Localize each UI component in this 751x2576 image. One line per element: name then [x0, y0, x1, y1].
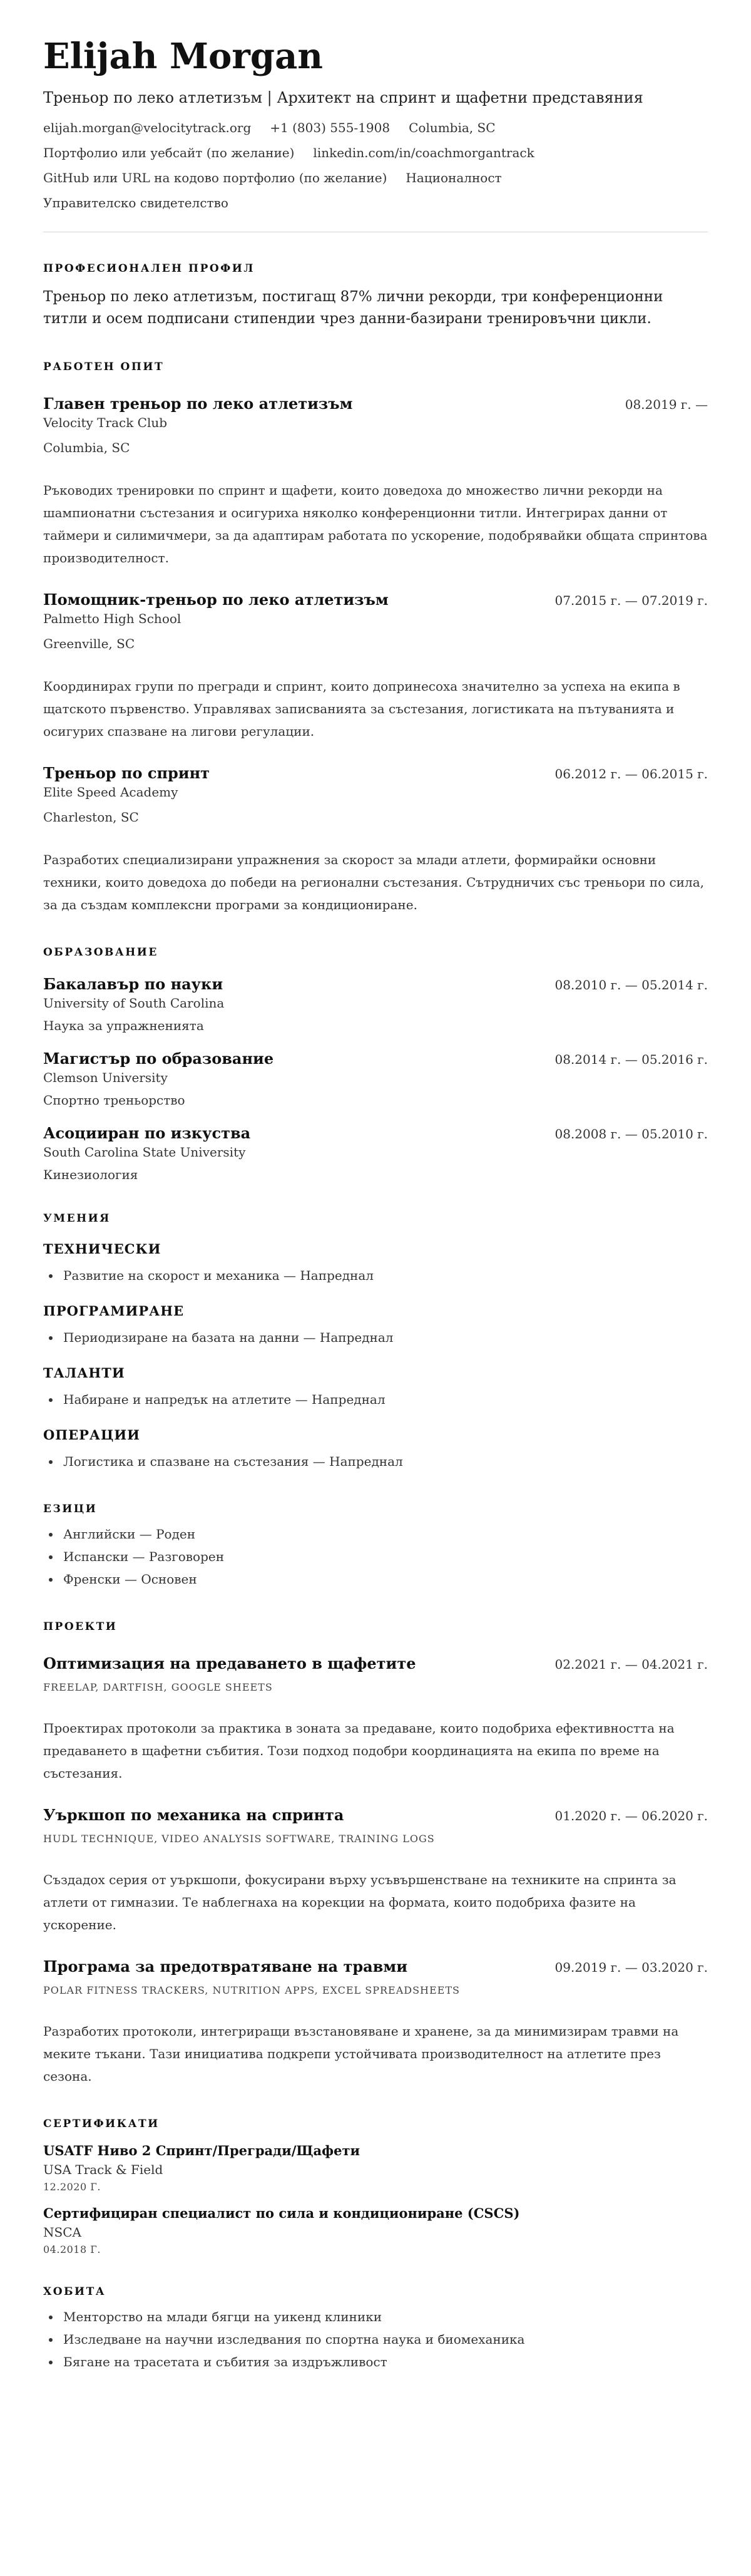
email-link[interactable]: elijah.morgan@velocitytrack.org	[43, 120, 252, 135]
section-title-certificates: СЕРТИФИКАТИ	[43, 2117, 160, 2130]
education-dates: 08.2010 г. — 05.2014 г.	[554, 977, 708, 992]
job-description: Координирах групи по прегради и спринт, които допринесоха значително за успеха на екипа в щатското първенство. Управлявах записванията за състезания, логистиката на пътуванията и осигурих спазване на лигови регулации.	[43, 678, 680, 739]
profile-summary: Треньор по леко атлетизъм, постигащ 87% лични рекорди, три конференционни титли и осем подписани стипендии чрез данни-базирани тренировъчни цикли.	[43, 288, 663, 327]
candidate-name: Elijah Morgan	[43, 36, 323, 77]
skill-group-title: ТЕХНИЧЕСКИ	[43, 1240, 161, 1257]
job-description: Разработих специализирани упражнения за скорост за млади атлети, формирайки основни техники, които доведоха до победи на регионални състезания. Сътрудничих със треньори по сила, за да създам комплексни програми за кондициониране.	[43, 852, 704, 912]
education-section	[43, 946, 708, 1182]
project-description: Проектирах протоколи за практика в зоната за предаване, които подобриха ефективността на предаването в щафетни събития. Този подход подобри координацията на екипа по време на състезания.	[43, 1720, 675, 1781]
section-title-education: ОБРАЗОВАНИЕ	[43, 945, 158, 959]
headline: Треньор по леко атлетизъм | Архитект на спринт и щафетни представяния	[43, 88, 643, 106]
nationality-text: Националност	[406, 170, 502, 185]
job-dates: 08.2019 г. —	[625, 396, 708, 412]
skill-item: • Логистика и спазване на състезания — Напреднал	[61, 1450, 708, 1473]
project-entry	[43, 1957, 708, 2088]
contact-row-3	[43, 170, 708, 185]
degree: Магистър по образование	[43, 1049, 274, 1068]
skill-group-title: ПРОГРАМИРАНЕ	[43, 1302, 185, 1319]
certificate-name: USATF Ниво 2 Спринт/Прегради/Щафети	[43, 2142, 360, 2158]
job-title: Треньор по спринт	[43, 763, 210, 782]
certificate-date: 12.2020 Г.	[43, 2180, 101, 2193]
project-tech: POLAR FITNESS TRACKERS, NUTRITION APPS, EXCEL SPREADSHEETS	[43, 1984, 460, 1996]
skill-list	[43, 1264, 708, 1287]
languages-section	[43, 1503, 708, 1590]
project-entry	[43, 1654, 708, 1785]
certificate-name: Сертифициран специалист по сила и кондициониране (CSCS)	[43, 2205, 520, 2221]
contact-row-1	[43, 120, 708, 135]
job-location: Greenville, SC	[43, 636, 135, 651]
project-description: Разработих протоколи, интегриращи възстановяване и хранене, за да минимизирам травми на меките тъкани. Тази инициатива подкрепи устойчивата производителност на атлетите през сезона.	[43, 2023, 679, 2084]
language-item: • Испански — Разговорен	[61, 1545, 708, 1568]
education-entry	[43, 1124, 708, 1182]
project-title: Оптимизация на предаването в щафетите	[43, 1654, 416, 1672]
hobby-item: • Менторство на млади бягци на уикенд клиники	[61, 2306, 708, 2328]
section-title-projects: ПРОЕКТИ	[43, 1620, 118, 1633]
employer: Velocity Track Club	[43, 415, 168, 430]
project-entry	[43, 1806, 708, 1936]
hobbies-section	[43, 2285, 708, 2373]
job-location: Columbia, SC	[43, 440, 130, 455]
degree: Бакалавър по науки	[43, 974, 223, 993]
job-dates: 07.2015 г. — 07.2019 г.	[554, 592, 708, 608]
profile-section	[43, 262, 708, 331]
project-tech: HUDL TECHNIQUE, VIDEO ANALYSIS SOFTWARE, TRAINING LOGS	[43, 1832, 435, 1845]
field-of-study: Спортно треньорство	[43, 1092, 185, 1108]
projects-section	[43, 1620, 708, 2088]
employer: Palmetto High School	[43, 611, 181, 626]
project-tech: FREELAP, DARTFISH, GOOGLE SHEETS	[43, 1681, 273, 1693]
section-title-profile: ПРОФЕСИОНАЛЕН ПРОФИЛ	[43, 262, 255, 275]
education-entry	[43, 975, 708, 1033]
certificate-issuer: USA Track & Field	[43, 2161, 163, 2177]
experience-section	[43, 361, 708, 916]
project-title: Програма за предотвратяване на травми	[43, 1957, 407, 1976]
school: Clemson University	[43, 1069, 168, 1085]
hobby-item: • Бягане на трасетата и събития за издръжливост	[61, 2351, 708, 2373]
skill-list	[43, 1326, 708, 1349]
skill-list	[43, 1388, 708, 1411]
job-title: Главен треньор по леко атлетизъм	[43, 394, 353, 413]
hobby-list	[43, 2306, 708, 2373]
section-title-languages: ЕЗИЦИ	[43, 1502, 98, 1515]
section-title-skills: УМЕНИЯ	[43, 1212, 111, 1225]
skill-item: • Периодизиране на базата на данни — Напреднал	[61, 1326, 708, 1349]
experience-entry	[43, 394, 708, 569]
employer: Elite Speed Academy	[43, 784, 178, 800]
language-item: • Английски — Роден	[61, 1523, 708, 1545]
section-title-experience: РАБОТЕН ОПИТ	[43, 360, 165, 373]
experience-entry	[43, 764, 708, 916]
job-location: Charleston, SC	[43, 809, 139, 825]
certificates-section	[43, 2118, 708, 2255]
certificate-date: 04.2018 Г.	[43, 2243, 101, 2255]
skill-group-title: ТАЛАНТИ	[43, 1364, 125, 1381]
job-dates: 06.2012 г. — 06.2015 г.	[554, 766, 708, 781]
language-item: • Френски — Основен	[61, 1568, 708, 1590]
hobby-item: • Изследване на научни изследвания по спортна наука и биомеханика	[61, 2328, 708, 2351]
project-title: Уъркшоп по механика на спринта	[43, 1805, 344, 1824]
certificate-entry	[43, 2205, 708, 2255]
school: University of South Carolina	[43, 995, 225, 1011]
certificate-entry	[43, 2143, 708, 2193]
location-text: Columbia, SC	[409, 120, 496, 135]
skill-list	[43, 1450, 708, 1473]
resume-header	[43, 38, 708, 210]
section-title-hobbies: ХОБИТА	[43, 2285, 106, 2298]
school: South Carolina State University	[43, 1144, 246, 1160]
phone-text: +1 (803) 555-1908	[270, 120, 391, 135]
skill-group-title: ОПЕРАЦИИ	[43, 1426, 140, 1443]
contact-row-4	[43, 195, 708, 210]
skill-item: • Развитие на скорост и механика — Напреднал	[61, 1264, 708, 1287]
portfolio-link[interactable]: Портфолио или уебсайт (по желание)	[43, 145, 295, 160]
project-dates: 01.2020 г. — 06.2020 г.	[554, 1808, 708, 1823]
degree: Асоцииран по изкуства	[43, 1123, 251, 1142]
job-description: Ръководих тренировки по спринт и щафети, които доведоха до множество лични рекорди на шампионатни състезания и осигуриха няколко конференционни титли. Интегрирах данни от таймери и силимичмери, за да адаптирам работата по ускорение, подобрявайки общата спринтова производителност.	[43, 482, 708, 565]
education-entry	[43, 1049, 708, 1108]
language-list	[43, 1523, 708, 1590]
license-text: Управителско свидетелство	[43, 195, 228, 210]
project-dates: 02.2021 г. — 04.2021 г.	[554, 1656, 708, 1672]
skills-section	[43, 1212, 708, 1473]
experience-entry	[43, 590, 708, 743]
education-dates: 08.2008 г. — 05.2010 г.	[554, 1126, 708, 1141]
job-title: Помощник-треньор по леко атлетизъм	[43, 590, 389, 609]
certificate-issuer: NSCA	[43, 2224, 81, 2240]
field-of-study: Наука за упражненията	[43, 1018, 204, 1033]
skill-item: • Набиране и напредък на атлетите — Напреднал	[61, 1388, 708, 1411]
project-dates: 09.2019 г. — 03.2020 г.	[554, 1959, 708, 1975]
project-description: Създадох серия от уъркшопи, фокусирани върху усъвършенстване на техниките на спринта за атлети от гимназии. Те наблегнаха на корекции на формата, които подобриха фазите на ускорение.	[43, 1872, 677, 1932]
linkedin-link[interactable]: linkedin.com/in/coachmorgantrack	[313, 145, 534, 160]
github-link[interactable]: GitHub или URL на кодово портфолио (по желание)	[43, 170, 387, 185]
education-dates: 08.2014 г. — 05.2016 г.	[554, 1051, 708, 1067]
field-of-study: Кинезиология	[43, 1167, 138, 1182]
contact-row-2	[43, 145, 708, 160]
